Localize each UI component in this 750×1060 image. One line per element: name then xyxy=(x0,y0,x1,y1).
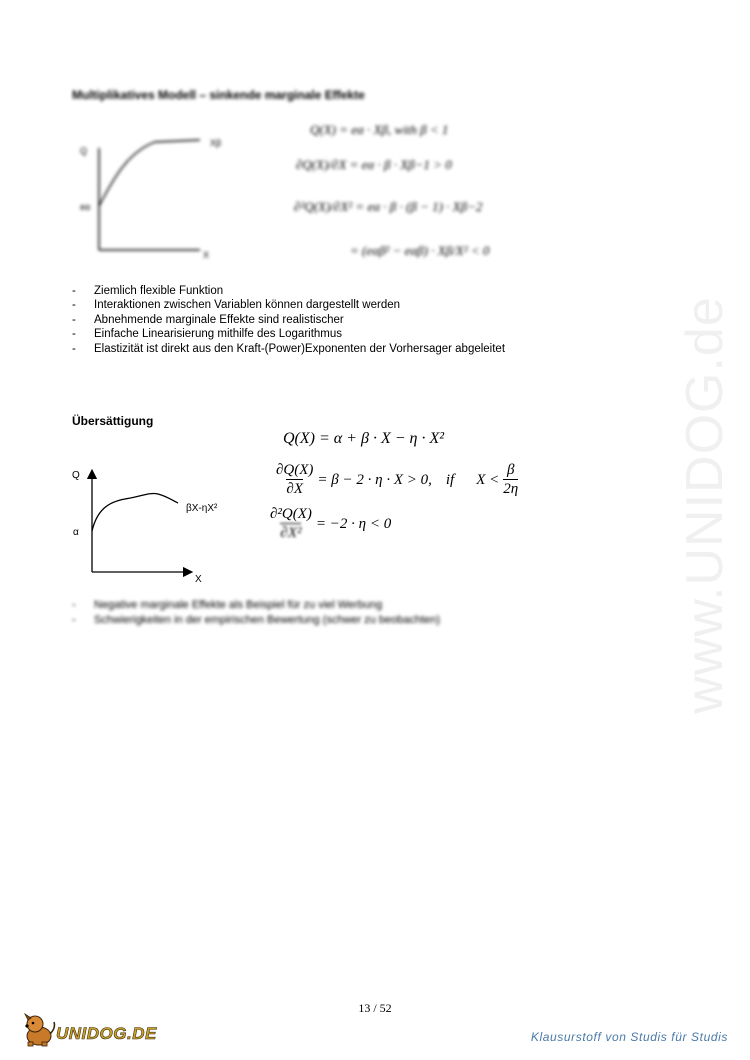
list-item: - Elastizität ist direkt aus den Kraft-(Power)Exponenten der Vorhersager abgeleitet xyxy=(72,342,505,356)
section1-formula-4: = (eαβ² − eαβ) · Xβ/X² < 0 xyxy=(350,243,490,258)
section1-bullet-list xyxy=(72,284,505,356)
section2-heading: Übersättigung xyxy=(72,414,154,428)
list-item: - Ziemlich flexible Funktion xyxy=(72,284,505,298)
section2-formula-1: Q(X) = α + β · X − η · X² xyxy=(283,430,445,447)
footer-tagline: Klausurstoff von Studis für Studis xyxy=(530,1030,728,1044)
unidog-logo[interactable]: UNIDOG.DE xyxy=(56,1024,157,1043)
section2-bullet-list xyxy=(72,598,440,628)
section2-graph-curve-label: βX-ηX² xyxy=(186,503,218,514)
section1-formula-3: ∂²Q(X)/∂X² = eα · β · (β − 1) · Xβ−2 xyxy=(294,199,483,214)
section1-graph xyxy=(70,128,230,268)
section2-graph xyxy=(70,460,260,588)
section1-graph-y-label: Q xyxy=(80,146,88,156)
list-item: - Einfache Linearisierung mithilfe des Logarithmus xyxy=(72,327,505,341)
section1-formula-2: ∂Q(X)/∂X = eα · β · Xβ−1 > 0 xyxy=(296,157,452,172)
section1-graph-x-label: X xyxy=(203,250,210,260)
list-item: - Abnehmende marginale Effekte sind realistischer xyxy=(72,313,505,327)
section2-formula-2: $\frac{\partial Q(X)}{\partial X}$ = β − 2 · η · X > 0, if X < β 2η xyxy=(276,462,519,497)
section2-graph-y-label: Q xyxy=(72,470,80,481)
section1-heading: Multiplikatives Modell – sinkende marginale Effekte xyxy=(72,88,365,102)
page-number: 13 / 52 xyxy=(358,1001,392,1015)
section1-graph-intercept-label: eα xyxy=(80,202,91,212)
list-item: - Schwierigkeiten in der empirischen Bewertung (schwer zu beobachten) xyxy=(72,613,440,628)
section1-graph-curve-label: Xβ xyxy=(210,138,222,148)
section2-formula-3: $\frac{\text{∂²Q(X)}}{\text{∂X²}}$ = −2 · η < 0 xyxy=(270,506,392,541)
list-item: - Interaktionen zwischen Variablen können dargestellt werden xyxy=(72,298,505,312)
watermark: www.UNIDOG.de xyxy=(676,296,734,714)
dog-mascot-icon xyxy=(20,1012,58,1048)
list-item: - Negative marginale Effekte als Beispiel für zu viel Werbung xyxy=(72,598,440,613)
section1-formula-1: Q(X) = eα · Xβ, with β < 1 xyxy=(310,122,449,137)
section2-graph-intercept-label: α xyxy=(73,527,79,538)
section2-graph-x-label: X xyxy=(195,574,202,585)
